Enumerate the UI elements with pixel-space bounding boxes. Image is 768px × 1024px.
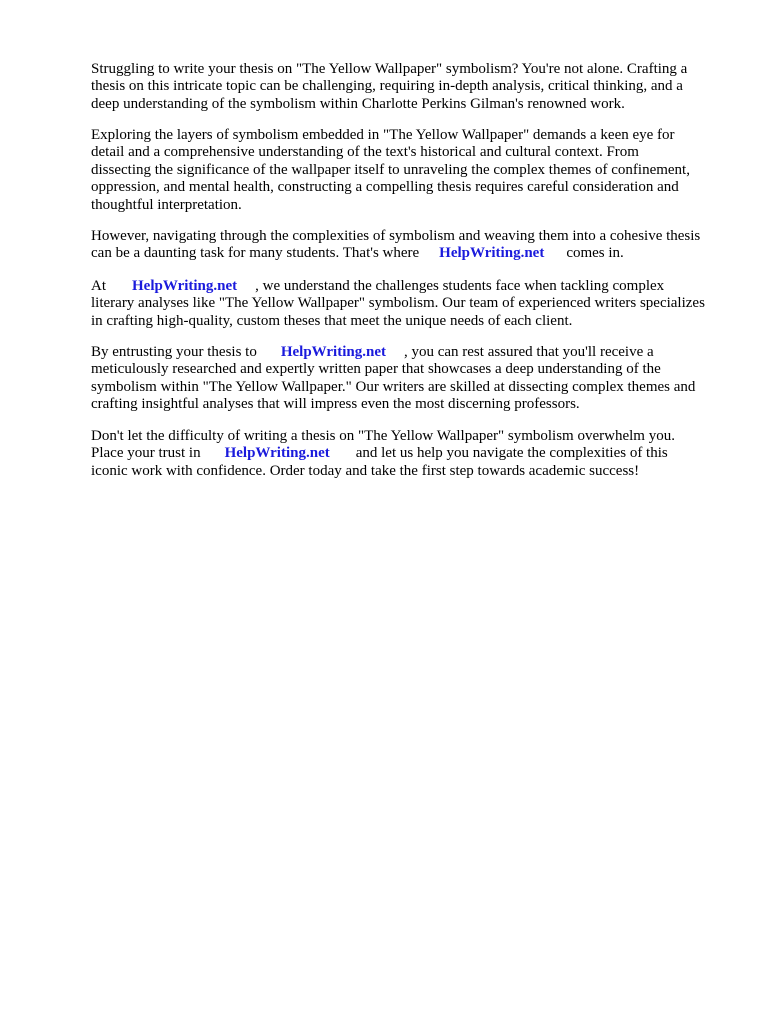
text-fragment: Place your trust in: [91, 445, 201, 462]
text-line: detail and a comprehensive understanding of the text's historical and cultural context. From: [91, 144, 639, 161]
text-line: Exploring the layers of symbolism embedded in "The Yellow Wallpaper" demands a keen eye for: [91, 127, 675, 143]
text-line: crafting insightful analyses that will impress even the most discerning professors.: [91, 396, 580, 413]
text-fragment: and let us help you navigate the complexities of this: [355, 445, 668, 462]
text-line: thoughtful interpretation.: [91, 196, 242, 213]
paragraph-at: [91, 278, 736, 330]
text-line: deep understanding of the symbolism within Charlotte Perkins Gilman's renowned work.: [91, 95, 625, 112]
text-line: Struggling to write your thesis on "The Yellow Wallpaper" symbolism? You're not alone. Crafting a: [91, 61, 688, 77]
text-line: in crafting high-quality, custom theses that meet the unique needs of each client.: [91, 312, 573, 329]
paragraph-closing: [91, 428, 736, 480]
text-fragment: can be a daunting task for many students. That's where: [91, 245, 420, 262]
text-line: [91, 445, 736, 462]
text-fragment: , you can rest assured that you'll receive a: [403, 344, 654, 360]
text-line: oppression, and mental health, constructing a compelling thesis requires careful consideration and: [91, 179, 679, 196]
text-fragment: comes in.: [566, 245, 624, 262]
helpwriting-link[interactable]: HelpWriting.net: [224, 445, 330, 462]
text-fragment: At: [91, 278, 106, 294]
helpwriting-link[interactable]: HelpWriting.net: [439, 245, 545, 262]
text-line: [91, 278, 736, 295]
text-line: dissecting the significance of the wallpaper itself to unraveling the complex themes of confinement,: [91, 161, 690, 178]
text-line: However, navigating through the complexities of symbolism and weaving them into a cohesive thesis: [91, 228, 701, 244]
paragraph-intro: [91, 61, 736, 113]
text-line: [91, 344, 736, 361]
helpwriting-link[interactable]: HelpWriting.net: [132, 278, 238, 294]
text-line: meticulously researched and expertly written paper that showcases a deep understanding of the: [91, 361, 661, 378]
text-line: symbolism within "The Yellow Wallpaper." Our writers are skilled at dissecting complex themes and: [91, 378, 696, 395]
text-line: iconic work with confidence. Order today and take the first step towards academic success!: [91, 462, 640, 479]
paragraph-exploring: [91, 127, 736, 214]
text-fragment: , we understand the challenges students face when tackling complex: [255, 278, 665, 294]
text-line: Don't let the difficulty of writing a thesis on "The Yellow Wallpaper" symbolism overwhelm you.: [91, 428, 675, 444]
paragraph-however: [91, 228, 736, 263]
text-line: thesis on this intricate topic can be challenging, requiring in-depth analysis, critical thinking, and a: [91, 78, 683, 95]
helpwriting-link[interactable]: HelpWriting.net: [280, 344, 386, 360]
text-line: [91, 245, 736, 262]
paragraph-entrusting: [91, 344, 736, 414]
text-fragment: By entrusting your thesis to: [91, 344, 257, 360]
text-line: literary analyses like "The Yellow Wallpaper" symbolism. Our team of experienced writers specializes: [91, 295, 705, 312]
